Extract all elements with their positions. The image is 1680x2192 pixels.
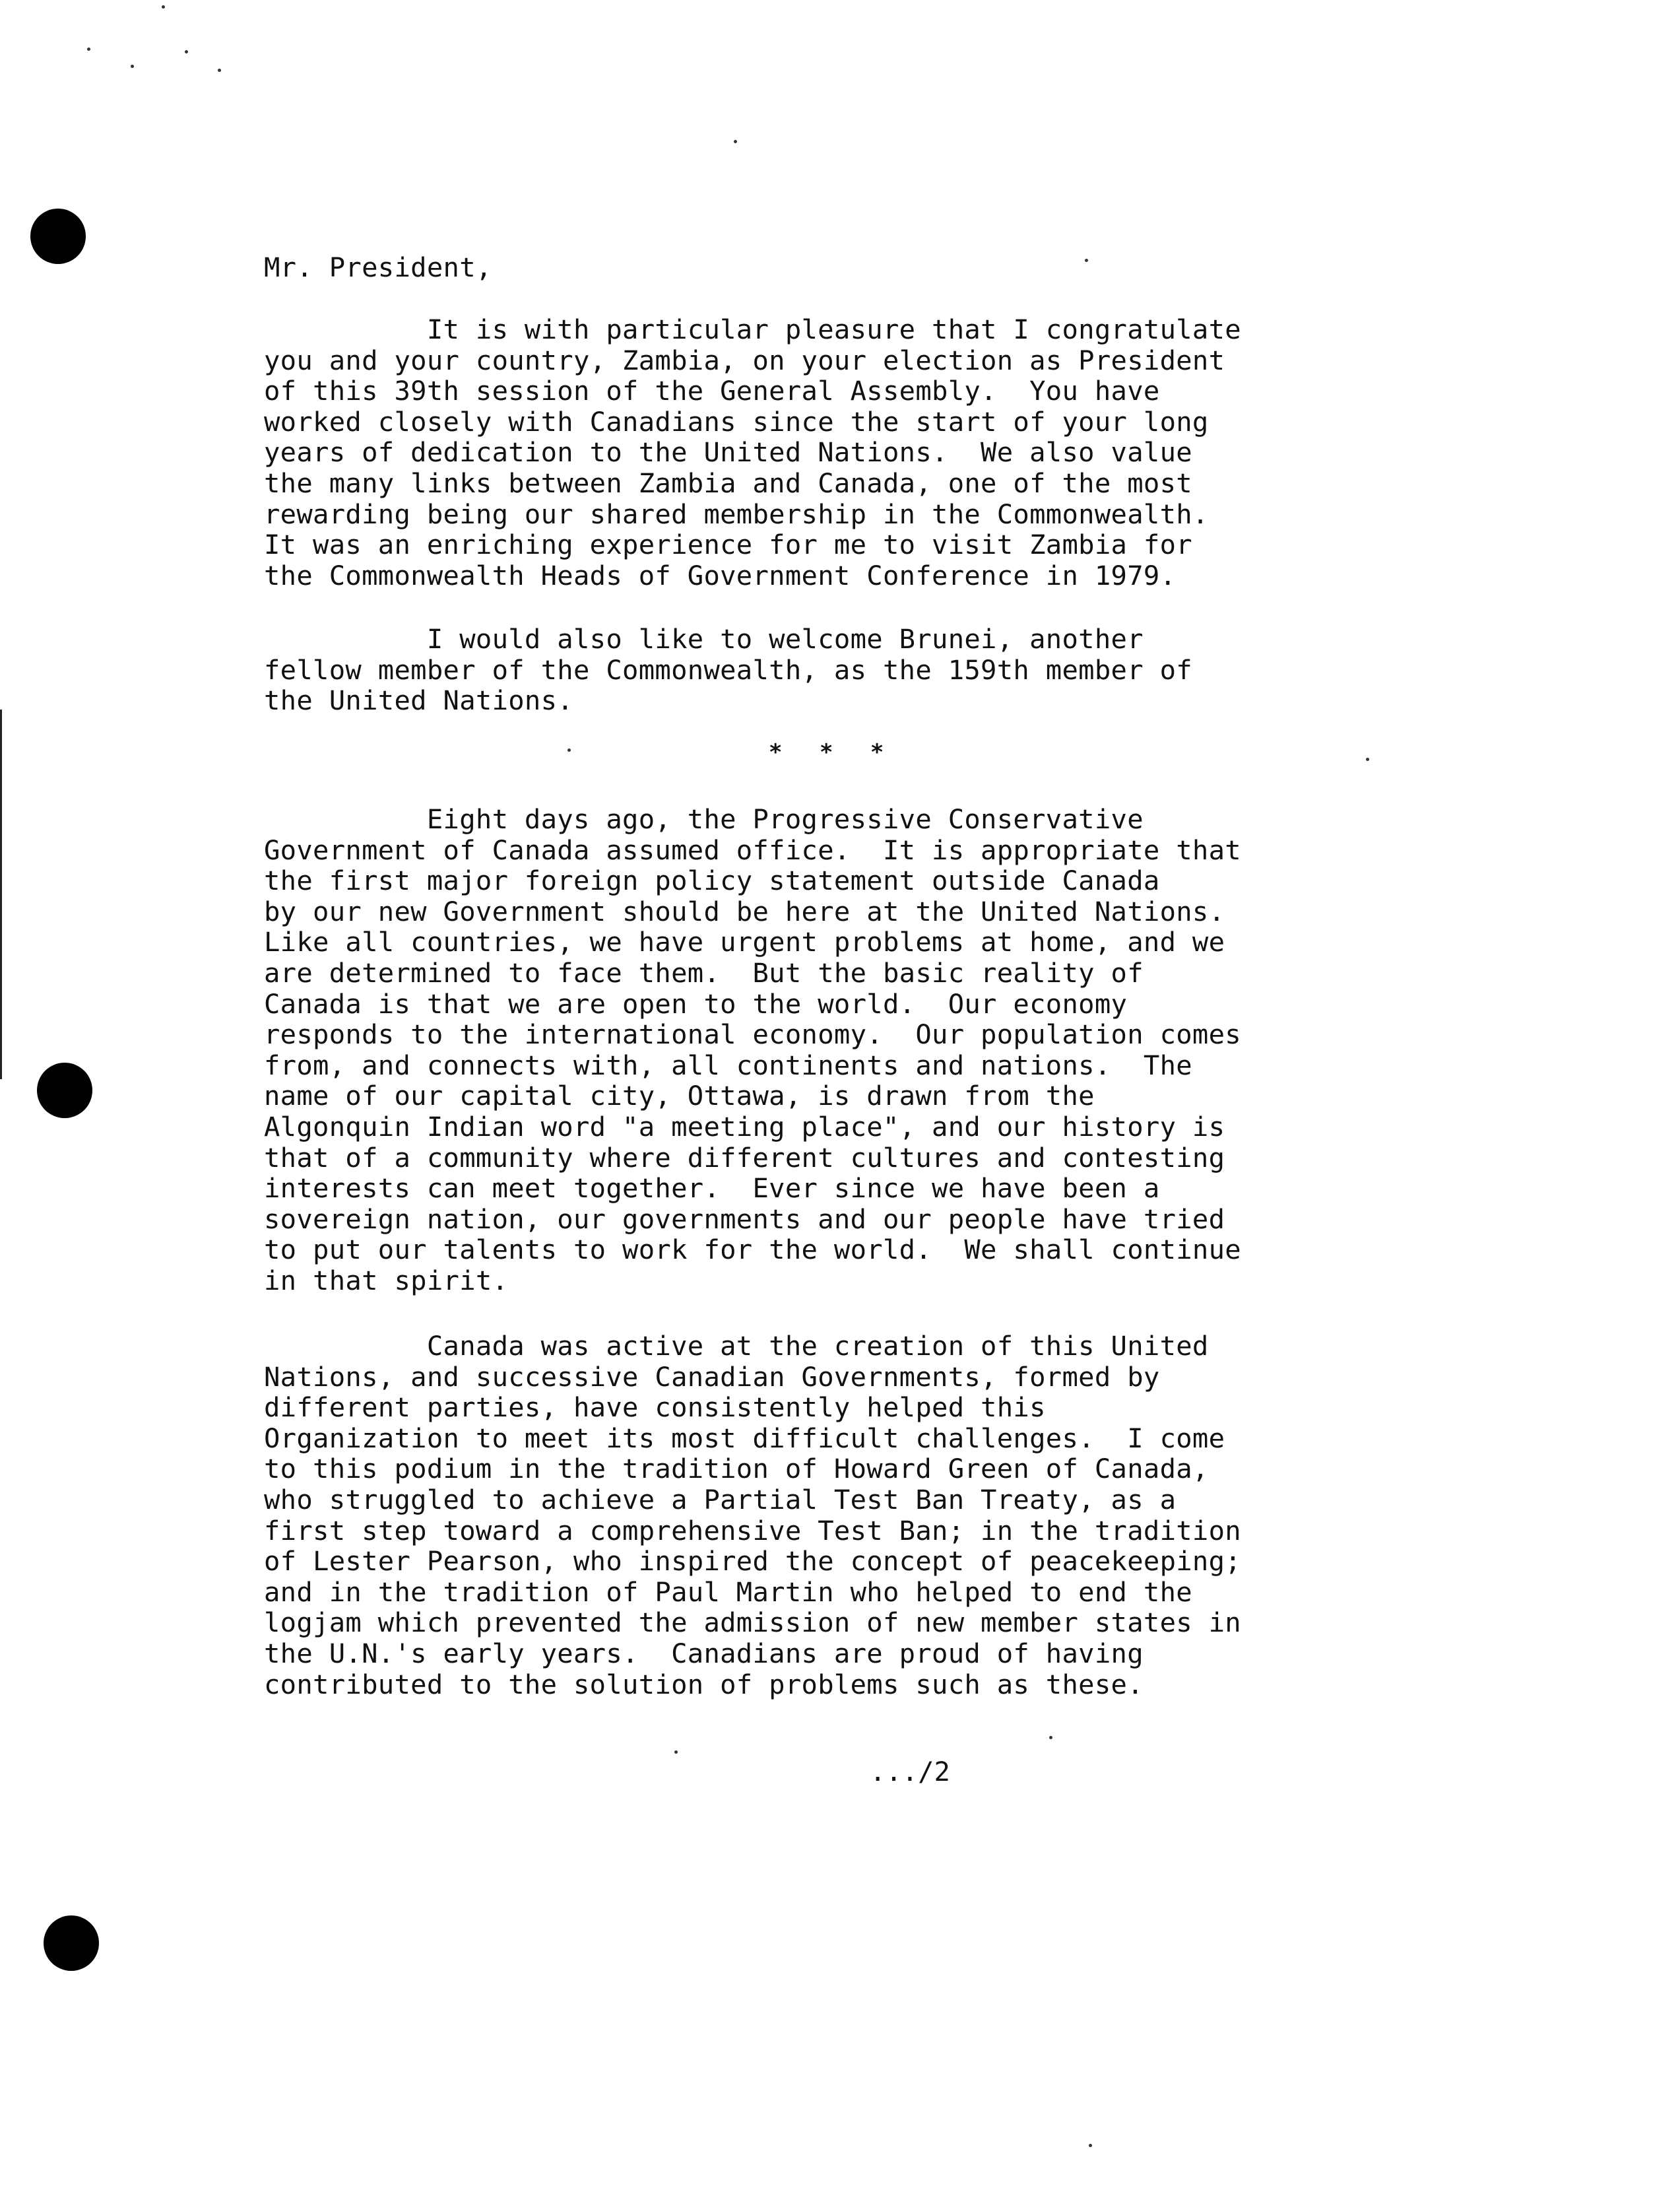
paragraph-canada-un-history: Canada was active at the creation of this United Nations, and successive Canadian Governments, formed by different parties, have consistently helped this Organization to meet its most difficult challenges. I come to this podium in the tradition of Howard Green of Canada, who struggled to achieve a Partial Test Ban Treaty, as a first step toward a comprehensive Test Ban; in the tradition of Lester Pearson, who inspired the concept of peacekeeping; and in the tradition of Paul Martin who helped to end the logjam which prevented the admission of new member states in the U.N.'s early years. Canadians are proud of having contributed to the solution of problems such as these. — [264, 1330, 1241, 1700]
punch-hole-top — [30, 209, 86, 264]
scan-speck — [131, 65, 134, 68]
scan-speck — [674, 1750, 678, 1754]
scan-speck — [1089, 2144, 1092, 2147]
scan-speck — [218, 69, 221, 72]
scan-speck — [1049, 1736, 1052, 1739]
salutation: Mr. President, — [264, 251, 492, 283]
paragraph-congratulations: It is with particular pleasure that I congratulate you and your country, Zambia, on your election as President of this 39th session of the General Assembly. You have worked closely with Canadians since the start of your long years of dedication to the United Nations. We also value the many links between Zambia and Canada, one of the most rewarding being our shared membership in the Commonwealth. It was an enriching experience for me to visit Zambia for the Commonwealth Heads of Government Conference in 1979. — [264, 314, 1241, 591]
scan-speck — [87, 48, 90, 51]
scan-speck — [567, 748, 571, 752]
scan-speck — [162, 5, 165, 9]
scan-edge-line — [0, 710, 2, 1079]
punch-hole-bottom — [44, 1915, 99, 1971]
section-divider: * * * — [769, 739, 896, 766]
scan-speck — [734, 140, 737, 143]
page-continuation-marker: .../2 — [870, 1756, 950, 1787]
paragraph-new-government: Eight days ago, the Progressive Conservative Government of Canada assumed office. It is appropriate that the first major foreign policy statement outside Canada by our new Government should be here at the United Nations. Like all countries, we have urgent problems at home, and we are determined to face them. But the basic reality of Canada is that we are open to the world. Our economy responds to the international economy. Our population comes from, and connects with, all continents and nations. The name of our capital city, Ottawa, is drawn from the Algonquin Indian word "a meeting place", and our history is that of a community where different cultures and contesting interests can meet together. Ever since we have been a sovereign nation, our governments and our people have tried to put our talents to work for the world. We shall continue in that spirit. — [264, 803, 1241, 1296]
punch-hole-middle — [37, 1063, 92, 1118]
paragraph-welcome-brunei: I would also like to welcome Brunei, another fellow member of the Commonwealth, as the 159th member of the United Nations. — [264, 623, 1192, 717]
scan-speck — [1366, 758, 1369, 761]
scan-speck — [185, 50, 188, 53]
